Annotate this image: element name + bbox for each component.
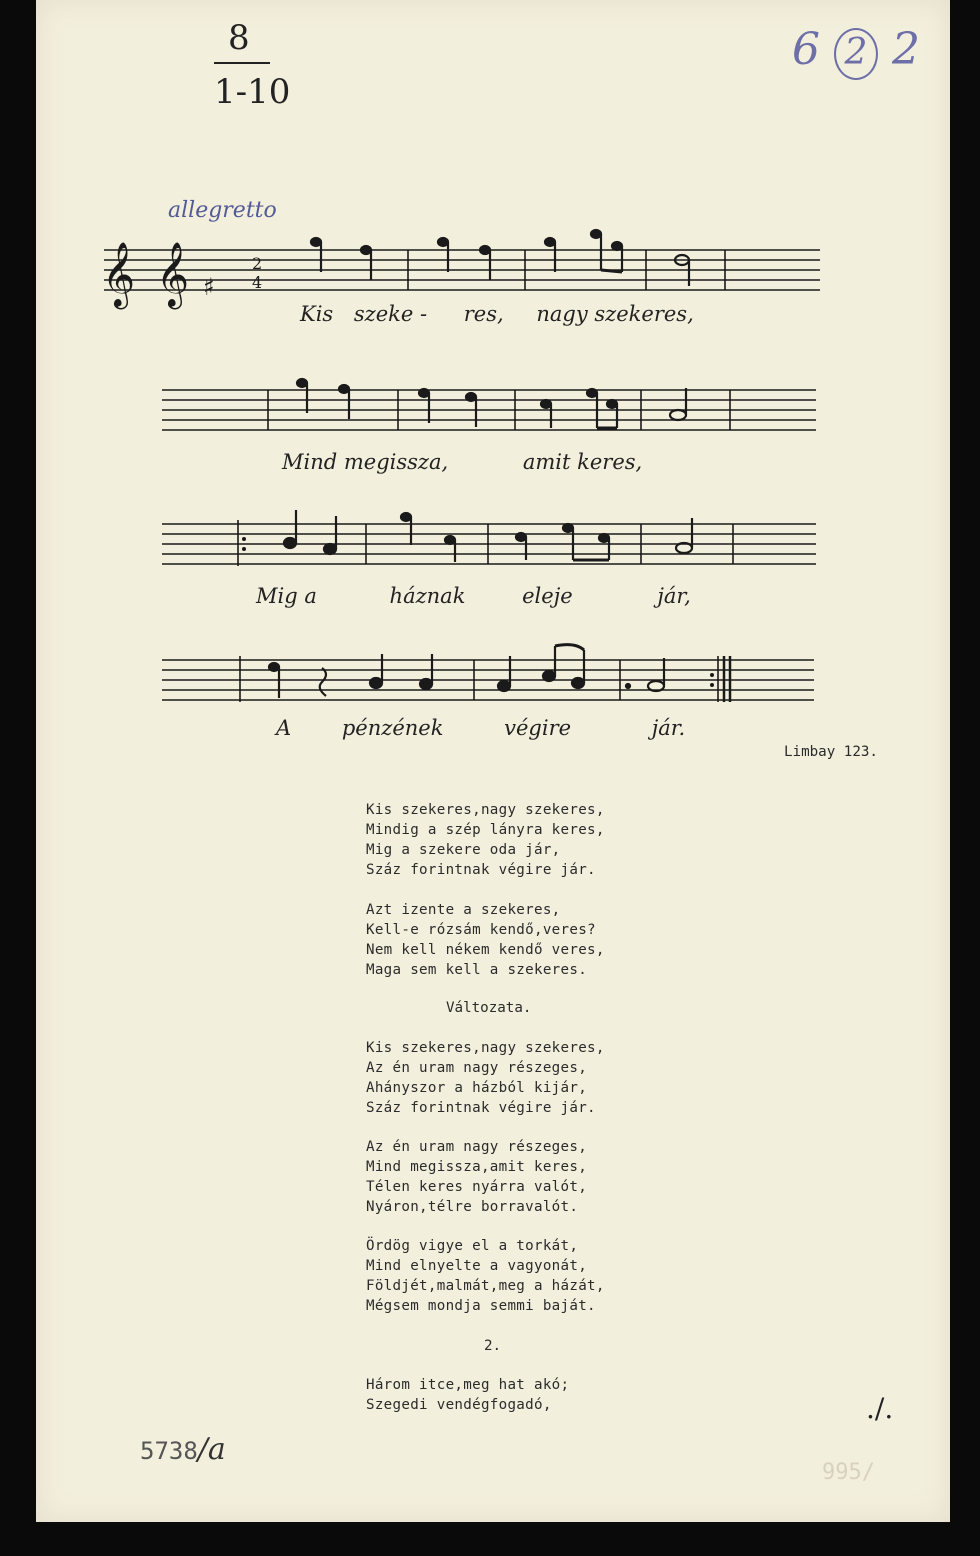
lyric-word: háznak	[389, 584, 466, 608]
verse-line: Ahányszor a házból kijár,	[366, 1080, 588, 1096]
staff-3	[162, 520, 816, 566]
time-signature-top: 2	[252, 254, 263, 273]
music-score	[0, 0, 980, 760]
archive-number	[140, 1432, 226, 1467]
archive-number-digits: 5738	[140, 1437, 198, 1465]
page-mark-suffix: 2	[892, 24, 920, 75]
treble-clef-icon: 𝄞	[156, 242, 190, 307]
verse-line: Mind elnyelte a vagyonát,	[366, 1258, 588, 1274]
verse-line: Mig a szekere oda jár,	[366, 842, 561, 858]
verse-line: Az én uram nagy részeges,	[366, 1060, 588, 1076]
verse-line: Száz forintnak végire jár.	[366, 862, 596, 878]
staff-2	[162, 390, 816, 430]
verse-line: Télen keres nyárra valót,	[366, 1179, 588, 1195]
fraction-numerator: 8	[228, 18, 250, 58]
variant-stanza-1	[366, 1040, 605, 1120]
lyric-word: szeke -	[353, 302, 428, 326]
lyric-word: nagy szekeres,	[536, 302, 694, 326]
lyric-word: Mig a	[256, 584, 317, 608]
verse-line: Azt izente a szekeres,	[366, 902, 561, 918]
archive-number-suffix: /a	[197, 1432, 226, 1467]
time-signature-bottom: 4	[252, 273, 263, 292]
tempo-marking: allegretto	[168, 198, 277, 223]
staff-1-notes	[311, 230, 689, 286]
verse-line: Mindig a szép lányra keres,	[366, 822, 605, 838]
verse-line: Maga sem kell a szekeres.	[366, 962, 588, 978]
sharp-icon: ♯	[203, 273, 215, 301]
verse-line: Szegedi vendégfogadó,	[366, 1397, 552, 1413]
continuation-mark: ./.	[866, 1392, 894, 1425]
lyric-word: Kis	[300, 302, 334, 326]
verse-line: Száz forintnak végire jár.	[366, 1100, 596, 1116]
lyric-line-4	[276, 716, 685, 740]
lyric-word: res,	[463, 302, 504, 326]
verse-line: Nyáron,télre borravalót.	[366, 1199, 579, 1215]
lyric-word: végire	[504, 716, 572, 740]
verse-line: Az én uram nagy részeges,	[366, 1139, 588, 1155]
verse-line: Nem kell nékem kendő veres,	[366, 942, 605, 958]
verse-line: Ördög vigye el a torkát,	[366, 1238, 579, 1254]
lyric-word: eleje	[522, 584, 573, 608]
repeat-dot	[242, 547, 246, 551]
fraction-denominator: 1-10	[214, 72, 291, 112]
faint-archive-mark: 995/	[822, 1460, 875, 1485]
variant-title: Változata.	[446, 1000, 532, 1016]
lyric-line-3	[256, 584, 691, 608]
verse-line: Mégsem mondja semmi baját.	[366, 1298, 596, 1314]
lyric-word: Mind megissza,	[282, 450, 449, 474]
section-number: 2.	[484, 1338, 502, 1354]
variant-stanza-3	[366, 1238, 605, 1318]
staff-4	[162, 656, 814, 702]
repeat-dot	[242, 537, 246, 541]
lyric-line-2	[282, 450, 642, 474]
lyric-word: jár,	[657, 584, 691, 608]
stanza-2	[366, 902, 605, 982]
treble-clef-icon: 𝄞	[102, 242, 136, 307]
variant-stanza-2	[366, 1139, 588, 1219]
verse-line: Három itce,meg hat akó;	[366, 1377, 570, 1393]
lyric-line-1	[300, 302, 694, 326]
stanza-1	[366, 802, 605, 882]
page-mark-circled: 2	[834, 28, 878, 80]
source-reference: Limbay 123.	[784, 744, 878, 760]
lyric-word: jár.	[651, 716, 686, 740]
verse-line: Kell-e rózsám kendő,veres?	[366, 922, 596, 938]
verse-line: Földjét,malmát,meg a házát,	[366, 1278, 605, 1294]
final-stanza	[366, 1377, 570, 1425]
repeat-dot	[710, 683, 714, 687]
lyric-word: pénzének	[341, 716, 444, 740]
verse-line: Kis szekeres,nagy szekeres,	[366, 802, 605, 818]
verse-line: Kis szekeres,nagy szekeres,	[366, 1040, 605, 1056]
verse-line: Mind megissza,amit keres,	[366, 1159, 588, 1175]
repeat-dot	[710, 673, 714, 677]
lyric-word: amit keres,	[522, 450, 643, 474]
page-mark-number: 6	[792, 24, 820, 75]
lyric-word: A	[276, 716, 292, 740]
